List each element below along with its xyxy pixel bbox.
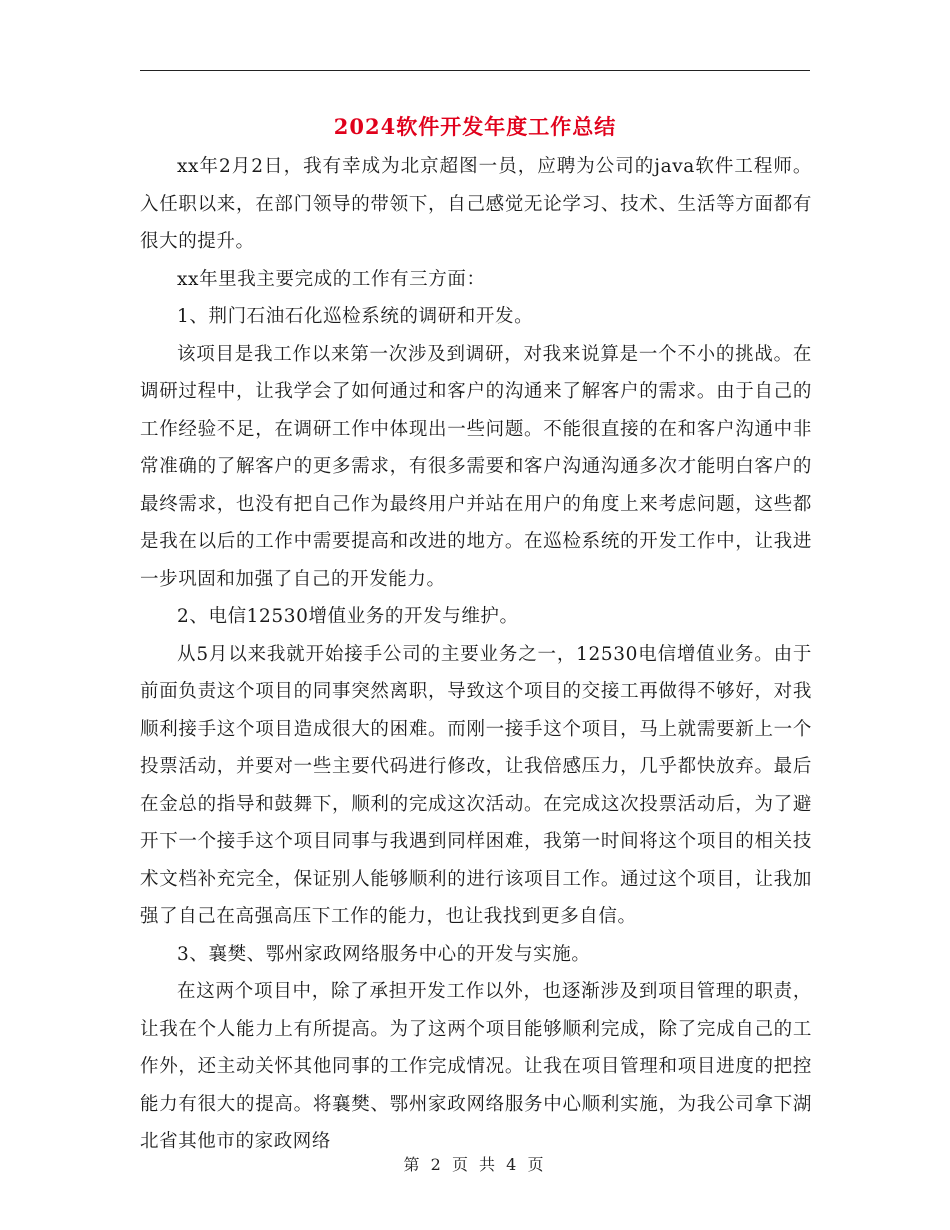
header-rule <box>140 70 810 71</box>
page-unit: 页 <box>451 1155 471 1174</box>
paragraph: xx年2月2日，我有幸成为北京超图一员，应聘为公司的java软件工程师。入任职以来，在部门领导的带领下，自己感觉无论学习、技术、生活等方面都有很大的提升。 <box>140 156 812 252</box>
section-heading: 3、襄樊、鄂州家政网络服务中心的开发与实施。 <box>177 943 591 965</box>
current-page-number: 2 <box>430 1155 444 1174</box>
paragraph: xx年里我主要完成的工作有三方面： <box>177 268 486 290</box>
total-prefix: 共 <box>479 1155 499 1174</box>
total-pages-number: 4 <box>506 1155 520 1174</box>
page-prefix: 第 <box>403 1155 423 1174</box>
document-body <box>140 148 812 1161</box>
page-footer <box>0 1152 950 1175</box>
paragraph: 在这两个项目中，除了承担开发工作以外，也逐渐涉及到项目管理的职责，让我在个人能力上有所提高。为了这两个项目能够顺利完成，除了完成自己的工作外，还主动关怀其他同事的工作完成情况。让我在项目管理和项目进度的把控能力有很大的提高。将襄樊、鄂州家政网络服务中心顺利实施，为我公司拿下湖北省其他市的家政网络 <box>140 981 812 1152</box>
total-unit: 页 <box>527 1155 547 1174</box>
document-title: 2024软件开发年度工作总结 <box>333 114 617 139</box>
paragraph: 从5月以来我就开始接手公司的主要业务之一，12530电信增值业务。由于前面负责这个项目的同事突然离职，导致这个项目的交接工再做得不够好，对我顺利接手这个项目造成很大的困难。而刚一接手这个项目，马上就需要新上一个投票活动，并要对一些主要代码进行修改，让我倍感压力，几乎都快放弃。最后在金总的指导和鼓舞下，顺利的完成这次活动。在完成这次投票活动后，为了避开下一个接手这个项目同事与我遇到同样困难，我第一时间将这个项目的相关技术文档补充完全，保证别人能够顺利的进行该项目工作。通过这个项目，让我加强了自己在高强高压下工作的能力，也让我找到更多自信。 <box>140 643 812 927</box>
section-heading: 2、电信12530增值业务的开发与维护。 <box>177 606 519 627</box>
section-heading: 1、荆门石油石化巡检系统的调研和开发。 <box>177 306 534 327</box>
paragraph: 该项目是我工作以来第一次涉及到调研，对我来说算是一个不小的挑战。在调研过程中，让我学会了如何通过和客户的沟通来了解客户的需求。由于自己的工作经验不足，在调研工作中体现出一些问题。不能很直接的在和客户沟通中非常准确的了解客户的更多需求，有很多需要和客户沟通沟通多次才能明白客户的最终需求，也没有把自己作为最终用户并站在用户的角度上来考虑问题，这些都是我在以后的工作中需要提高和改进的地方。在巡检系统的开发工作中，让我进一步巩固和加强了自己的开发能力。 <box>140 343 812 590</box>
